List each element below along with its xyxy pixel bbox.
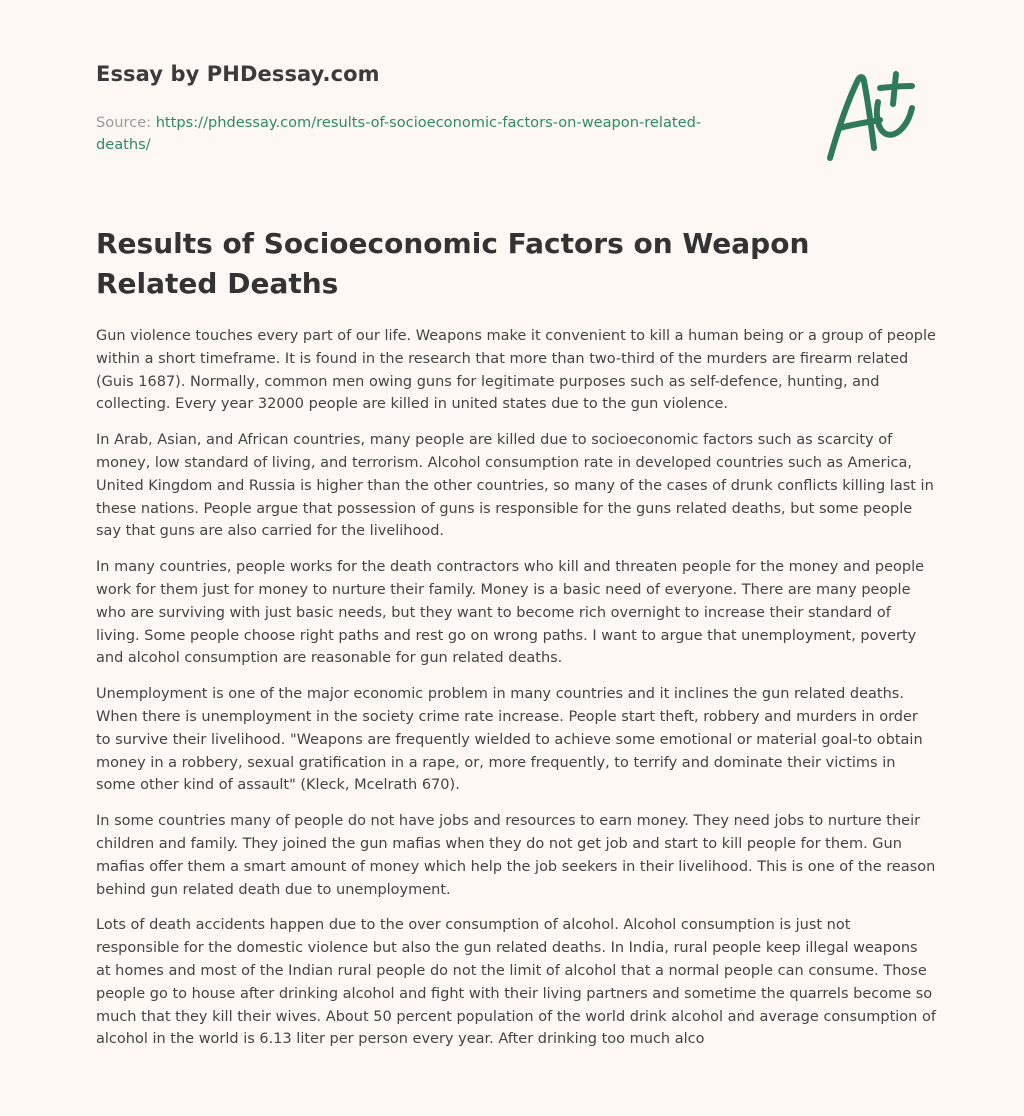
article-title: Results of Socioeconomic Factors on Weapon Related Deaths (96, 227, 810, 300)
paragraph: In many countries, people works for the death contractors who kill and threaten people for the money and people work for them just for money to nurture their family. Money is a basic need of everyone. There are many people who are surviving with just basic needs, but they want to become rich overnight to increase their standard of living. Some people choose right paths and rest go on wrong paths. I want to argue that unemployment, poverty and alcohol consumption are reasonable for gun related deaths. (96, 559, 925, 667)
paragraph: In Arab, Asian, and African countries, many people are killed due to socioeconomic factors such as scarcity of money, low standard of living, and terrorism. Alcohol consumption rate in developed countries such as America, United Kingdom and Russia is higher than the other countries, so many of the cases of drunk conflicts killing last in these nations. People argue that possession of guns is responsible for the guns related deaths, but some people say that guns are also carried for the livelihood. (96, 432, 934, 540)
paragraph: Gun violence touches every part of our life. Weapons make it convenient to kill a human being or a group of people within a short timeframe. It is found in the research that more than two-third of the murders are firearm related (Guis 1687). Normally, common men owing guns for legitimate purposes such as self-defence, hunting, and collecting. Every year 32000 people are killed in united states due to the gun violence. (96, 328, 936, 413)
source-label: Source: (96, 114, 156, 131)
a-plus-grade-icon (820, 64, 930, 168)
essay-header (96, 62, 776, 156)
article-body (96, 325, 936, 1064)
paragraph: Unemployment is one of the major economic problem in many countries and it inclines the gun related deaths. When there is unemployment in the society crime rate increase. People start theft, robbery and murders in order to survive their livelihood. "Weapons are frequently wielded to achieve some emotional or material goal-to obtain money in a robbery, sexual gratification in a rape, or, more frequently, to terrify and dominate their victims in some other kind of assault" (Kleck, Mcelrath 670). (96, 686, 923, 794)
paragraph: In some countries many of people do not have jobs and resources to earn money. They need jobs to nurture their children and family. They joined the gun mafias when they do not get job and start to kill people for them. Gun mafias offer them a smart amount of money which help the job seekers in their livelihood. This is one of the reason behind gun related death due to unemployment. (96, 813, 936, 898)
source-link[interactable]: https://phdessay.com/results-of-socioeconomic-factors-on-weapon-related-deaths/ (96, 114, 702, 153)
paragraph: Lots of death accidents happen due to the over consumption of alcohol. Alcohol consumption is just not responsible for the domestic violence but also the gun related deaths. In India, rural people keep illegal weapons at homes and most of the Indian rural people do not the limit of alcohol that a normal people can consume. Those people go to house after drinking alcohol and fight with their living partners and sometime the quarrels become so much that they kill their wives. About 50 percent population of the world drink alcohol and average consumption of alcohol in the world is 6.13 liter per person every year. After drinking too much alco (96, 917, 936, 1048)
site-title: Essay by PHDessay.com (96, 62, 380, 86)
source-line (96, 112, 736, 156)
